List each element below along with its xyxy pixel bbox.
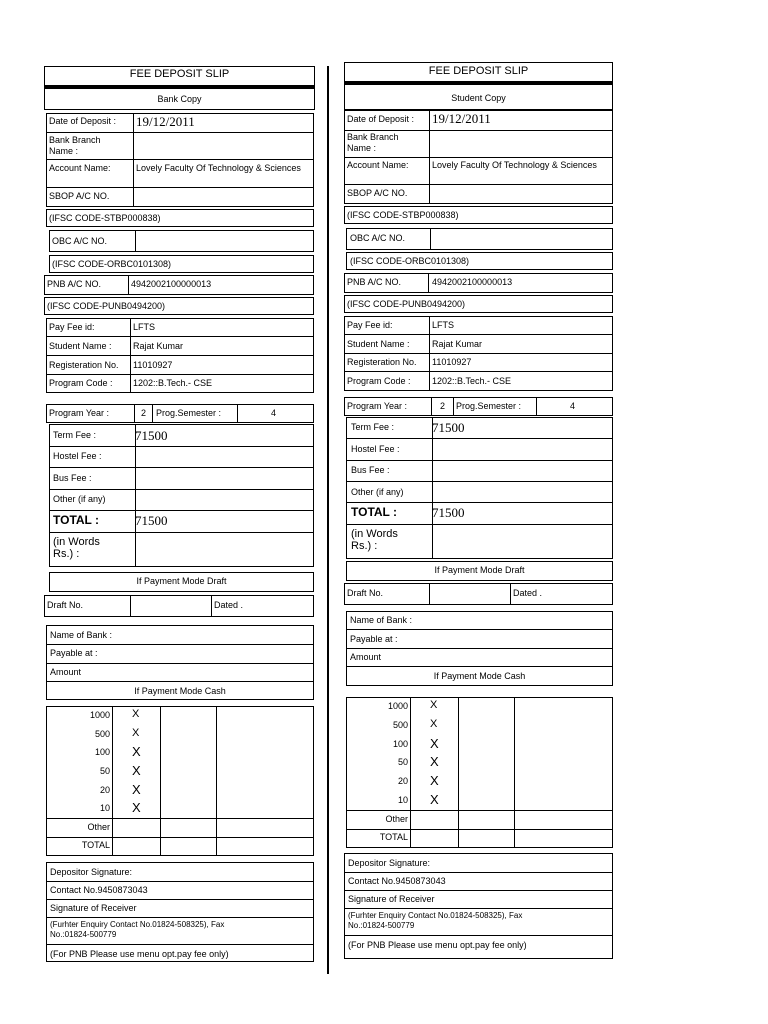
page-divider (327, 66, 329, 974)
other-fee-label: Other (if any) (53, 494, 106, 504)
obc-label: OBC A/C NO. (52, 236, 108, 246)
total-value: 71500 (135, 513, 168, 528)
hostel-fee-label: Hostel Fee : (351, 444, 400, 454)
receiver-signature: Signature of Receiver (348, 894, 435, 904)
x-mark: X (430, 718, 438, 730)
ifsc-pnb: (IFSC CODE-PUNB0494200) (347, 299, 466, 309)
x-mark: X (430, 699, 438, 711)
account-label: Account Name: (49, 163, 111, 173)
denom-20: 20 (397, 776, 408, 786)
student-name-label: Student Name : (49, 341, 112, 351)
enquiry-note: (Furhter Enquiry Contact No.01824-508325), Fax No.:01824-500779 (50, 920, 225, 939)
hostel-fee-label: Hostel Fee : (53, 451, 102, 461)
x-mark: X (132, 727, 140, 739)
total-label: TOTAL : (351, 505, 397, 519)
program-code-value: 1202::B.Tech.- CSE (432, 376, 512, 386)
denom-100: 100 (392, 739, 408, 749)
denom-1000: 1000 (89, 710, 110, 720)
program-year-label: Program Year : (49, 408, 110, 418)
pnb-label: PNB A/C NO. (47, 279, 102, 289)
contact-number: Contact No.9450873043 (50, 885, 148, 895)
date-value: 19/12/2011 (432, 111, 491, 126)
amount-label: Amount (350, 652, 382, 662)
receiver-signature: Signature of Receiver (50, 903, 137, 913)
x-mark: X (430, 754, 439, 769)
student-name-value: Rajat Kumar (432, 339, 483, 349)
dated-label: Dated . (513, 588, 543, 598)
payable-label: Payable at : (350, 634, 398, 644)
account-label: Account Name: (347, 160, 409, 170)
x-mark: X (132, 782, 141, 797)
x-mark: X (430, 792, 439, 807)
ifsc-obc: (IFSC CODE-ORBC0101308) (350, 256, 470, 266)
bus-fee-label: Bus Fee : (53, 473, 92, 483)
ifsc-sbop: (IFSC CODE-STBP000838) (49, 213, 161, 223)
sbop-label: SBOP A/C NO. (347, 188, 408, 198)
reg-value: 11010927 (432, 357, 472, 367)
draft-header: If Payment Mode Draft (434, 565, 525, 575)
x-mark: X (132, 744, 141, 759)
draft-no-label: Draft No. (347, 588, 384, 598)
x-mark: X (430, 773, 439, 788)
account-value: Lovely Faculty Of Technology & Sciences (136, 163, 301, 173)
copy-label: Student Copy (451, 93, 506, 103)
payfee-value: LFTS (133, 322, 156, 332)
semester-label: Prog.Semester : (156, 408, 222, 418)
x-mark: X (430, 736, 439, 751)
denom-other: Other (385, 814, 408, 824)
reg-label: Registeration No. (49, 360, 119, 370)
reg-value: 11010927 (133, 360, 173, 370)
date-label: Date of Deposit : (49, 116, 117, 126)
x-mark: X (132, 800, 141, 815)
depositor-signature: Depositor Signature: (50, 867, 133, 877)
contact-number: Contact No.9450873043 (348, 876, 446, 886)
term-fee-value: 71500 (135, 428, 168, 443)
words-label: (in Words Rs.) : (351, 528, 398, 552)
other-fee-label: Other (if any) (351, 487, 404, 497)
branch-label: Bank Branch Name : (347, 132, 399, 153)
payfee-label: Pay Fee id: (49, 322, 95, 332)
total-label: TOTAL : (53, 513, 99, 527)
words-label: (in Words Rs.) : (53, 536, 100, 560)
program-year-value: 2 (440, 401, 446, 411)
term-fee-value: 71500 (432, 420, 465, 435)
bus-fee-label: Bus Fee : (351, 465, 390, 475)
pnb-value: 4942002100000013 (131, 279, 212, 289)
term-fee-label: Term Fee : (351, 422, 395, 432)
semester-label: Prog.Semester : (456, 401, 522, 411)
program-code-label: Program Code : (347, 376, 411, 386)
denom-total: TOTAL (379, 832, 408, 842)
copy-label: Bank Copy (157, 94, 202, 104)
sbop-label: SBOP A/C NO. (49, 191, 110, 201)
denom-10: 10 (397, 795, 408, 805)
ifsc-sbop: (IFSC CODE-STBP000838) (347, 210, 459, 220)
ifsc-pnb: (IFSC CODE-PUNB0494200) (47, 301, 166, 311)
payfee-value: LFTS (432, 320, 455, 330)
student-name-value: Rajat Kumar (133, 341, 184, 351)
pnb-label: PNB A/C NO. (347, 277, 402, 287)
amount-label: Amount (50, 667, 82, 677)
cash-header: If Payment Mode Cash (134, 686, 226, 696)
depositor-signature: Depositor Signature: (348, 858, 431, 868)
denom-10: 10 (99, 803, 110, 813)
slip-title: FEE DEPOSIT SLIP (129, 68, 230, 80)
program-year-label: Program Year : (347, 401, 408, 411)
draft-row-box (44, 595, 314, 617)
semester-value: 4 (570, 401, 576, 411)
program-code-value: 1202::B.Tech.- CSE (133, 378, 213, 388)
date-value: 19/12/2011 (136, 114, 195, 129)
enquiry-note: (Furhter Enquiry Contact No.01824-508325), Fax No.:01824-500779 (348, 911, 523, 930)
ifsc-obc: (IFSC CODE-ORBC0101308) (52, 259, 172, 269)
x-mark: X (132, 708, 140, 720)
draft-header: If Payment Mode Draft (136, 576, 227, 586)
cash-header: If Payment Mode Cash (433, 671, 526, 681)
slip-title: FEE DEPOSIT SLIP (428, 65, 529, 77)
reg-label: Registeration No. (347, 357, 417, 367)
payfee-label: Pay Fee id: (347, 320, 393, 330)
semester-value: 4 (271, 408, 277, 418)
denom-50: 50 (99, 766, 110, 776)
denom-500: 500 (94, 729, 110, 739)
program-year-value: 2 (141, 408, 147, 418)
total-value: 71500 (432, 505, 465, 520)
draft-row-box (344, 583, 613, 605)
obc-label: OBC A/C NO. (350, 233, 406, 243)
payable-label: Payable at : (50, 648, 98, 658)
pnb-note: (For PNB Please use menu opt.pay fee only) (348, 940, 527, 950)
student-name-label: Student Name : (347, 339, 410, 349)
account-value: Lovely Faculty Of Technology & Sciences (432, 160, 597, 170)
branch-label: Bank Branch Name : (49, 135, 101, 156)
pnb-note: (For PNB Please use menu opt.pay fee only) (50, 949, 229, 959)
denom-100: 100 (94, 747, 110, 757)
denom-1000: 1000 (387, 701, 408, 711)
denom-20: 20 (99, 785, 110, 795)
denom-total: TOTAL (81, 840, 110, 850)
draft-no-label: Draft No. (47, 600, 84, 610)
denom-50: 50 (397, 757, 408, 767)
dated-label: Dated . (214, 600, 244, 610)
denom-other: Other (87, 822, 110, 832)
x-mark: X (132, 763, 141, 778)
pnb-value: 4942002100000013 (432, 277, 513, 287)
bank-name-label: Name of Bank : (350, 615, 413, 625)
date-label: Date of Deposit : (347, 114, 415, 124)
program-code-label: Program Code : (49, 378, 113, 388)
denom-500: 500 (392, 720, 408, 730)
bank-name-label: Name of Bank : (50, 630, 113, 640)
term-fee-label: Term Fee : (53, 430, 97, 440)
